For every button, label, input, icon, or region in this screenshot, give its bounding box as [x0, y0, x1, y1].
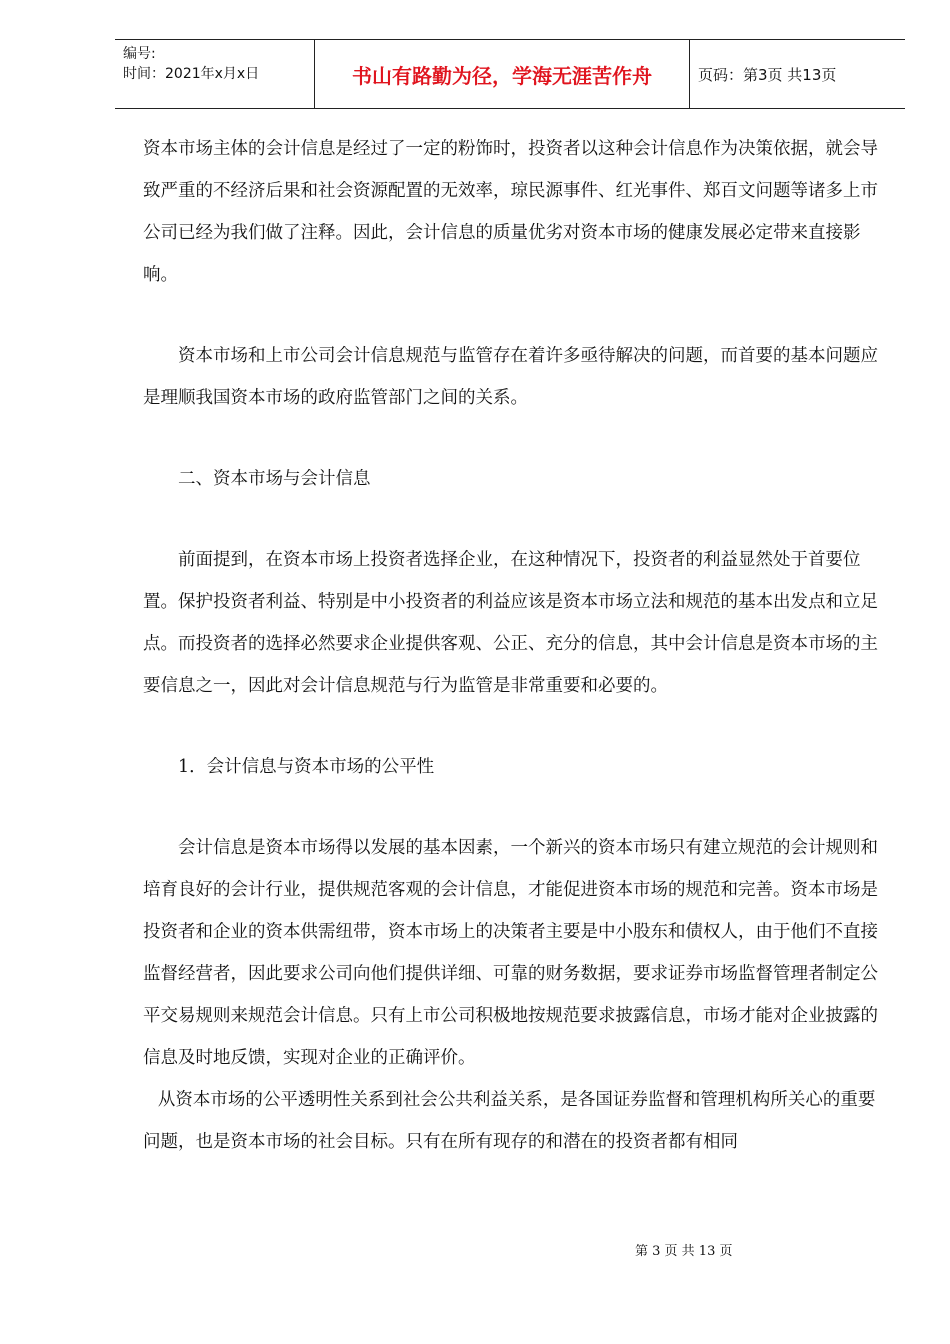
header-motto: 书山有路勤为径，学海无涯苦作舟: [315, 40, 690, 108]
paragraph: 资本市场主体的会计信息是经过了一定的粉饰时，投资者以这种会计信息作为决策依据，就会导致严重的不经济后果和社会资源配置的无效率，琼民源事件、红光事件、郑百文问题等诸多上市公司已经为我们做了注释。因此，会计信息的质量优劣对资本市场的健康发展必定带来直接影响。: [143, 139, 878, 285]
document-time-label: 时间：2021年x月x日: [123, 66, 260, 82]
document-body: [143, 128, 888, 1163]
paragraph: 从资本市场的公平透明性关系到社会公共利益关系，是各国证券监督和管理机构所关心的重要问题，也是资本市场的社会目标。只有在所有现存的和潜在的投资者都有相同: [143, 1090, 876, 1152]
page-footer: 第 3 页 共 13 页: [635, 1244, 733, 1259]
paragraph: 资本市场和上市公司会计信息规范与监管存在着许多亟待解决的问题，而首要的基本问题应是理顺我国资本市场的政府监管部门之间的关系。: [143, 346, 878, 408]
subsection-heading: 1．会计信息与资本市场的公平性: [178, 757, 435, 777]
document-number-label: 编号:: [123, 46, 156, 62]
paragraph: 会计信息是资本市场得以发展的基本因素，一个新兴的资本市场只有建立规范的会计规则和培育良好的会计行业，提供规范客观的会计信息，才能促进资本市场的规范和完善。资本市场是投资者和企业的资本供需纽带，资本市场上的决策者主要是中小股东和债权人，由于他们不直接监督经营者，因此要求公司向他们提供详细、可靠的财务数据，要求证券市场监督管理者制定公平交易规则来规范会计信息。只有上市公司积极地按规范要求披露信息，市场才能对企业披露的信息及时地反馈，实现对企业的正确评价。: [143, 838, 878, 1068]
header-meta-cell: [115, 40, 315, 108]
header-page-label: 页码：第3页 共13页: [698, 65, 837, 84]
page-header: [115, 39, 905, 109]
section-heading: 二、资本市场与会计信息: [178, 469, 371, 489]
paragraph: 前面提到，在资本市场上投资者选择企业，在这种情况下，投资者的利益显然处于首要位置。保护投资者利益、特别是中小投资者的利益应该是资本市场立法和规范的基本出发点和立足点。而投资者的选择必然要求企业提供客观、公正、充分的信息，其中会计信息是资本市场的主要信息之一，因此对会计信息规范与行为监管是非常重要和必要的。: [143, 550, 878, 696]
